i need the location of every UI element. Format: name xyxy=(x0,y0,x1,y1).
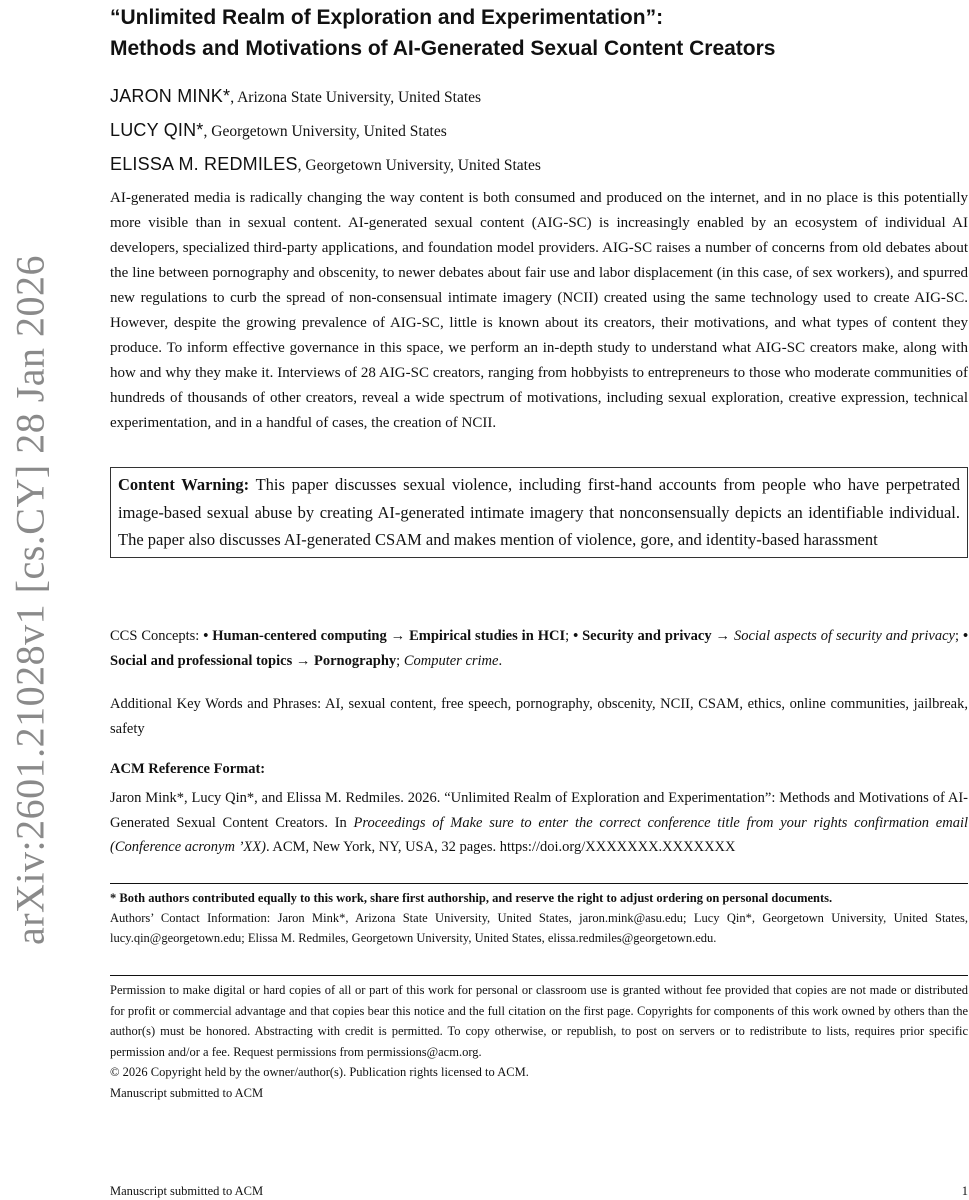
content-warning-text: This paper discusses sexual violence, including first-hand accounts from people who have perpetrated image-based sexual abuse by creating AI-generated intimate imagery that nonconsensually depicts an identifiable individual. The paper also discusses AI-generated CSAM and makes mention of violence, gore, and identity-based harassment xyxy=(118,475,960,549)
footnote-divider xyxy=(110,883,968,884)
author-affiliation: , Arizona State University, United States xyxy=(230,89,482,106)
reference-format xyxy=(110,786,968,860)
equal-contribution-note: * Both authors contributed equally to this work, share first authorship, and reserve the right to adjust ordering on personal documents. xyxy=(110,891,833,905)
ccs-category: • Human-centered computing xyxy=(203,628,387,644)
copyright-notice: © 2026 Copyright held by the owner/author(s). Publication rights licensed to ACM. xyxy=(110,1065,529,1079)
ccs-leaf: Pornography xyxy=(313,653,397,669)
ccs-label: CCS Concepts: xyxy=(110,628,204,644)
permission-divider xyxy=(110,975,968,976)
title-line-1: “Unlimited Realm of Exploration and Experimentation”: xyxy=(110,6,664,29)
arrow: → xyxy=(386,628,410,644)
author-affiliation: , Georgetown University, United States xyxy=(203,123,447,140)
ccs-category: • Social and professional topics xyxy=(110,628,969,669)
arrow: → xyxy=(711,628,734,644)
ccs-concepts xyxy=(110,624,968,674)
reference-text: . ACM, New York, NY, USA, 32 pages. https://doi.org/XXXXXXX.XXXXXXX xyxy=(265,839,736,855)
arxiv-identifier: arXiv:2601.21028v1 [cs.CY] 28 Jan 2026 xyxy=(7,254,53,946)
separator: ; xyxy=(396,653,404,669)
author-3 xyxy=(110,148,541,182)
arrow: → xyxy=(292,653,314,669)
separator: ; xyxy=(565,628,574,644)
arxiv-stamp xyxy=(0,250,60,950)
footer-left: Manuscript submitted to ACM xyxy=(110,1184,264,1198)
footnote xyxy=(110,888,968,948)
title-line-2: Methods and Motivations of AI-Generated Sexual Content Creators xyxy=(110,37,776,60)
separator: . xyxy=(498,653,503,669)
author-1 xyxy=(110,80,541,114)
ccs-leaf: Empirical studies in HCI xyxy=(409,628,566,644)
ccs-category: • Security and privacy xyxy=(573,628,712,644)
ccs-leaf: Computer crime xyxy=(403,653,499,669)
reference-text: Jaron Mink*, Lucy Qin*, and Elissa M. Redmiles. 2026. “Unlimited Realm of Exploration and Experimentation”: Methods and Motivations of AI-Generated Sexual Content Creators. In xyxy=(110,790,968,831)
author-contact-info: Authors’ Contact Information: Jaron Mink*, Arizona State University, United States, jaron.mink@asu.edu; Lucy Qin*, Georgetown University, United States, lucy.qin@georgetown.edu; Elissa M. Redmiles, Georgetown University, United States, elissa.redmiles@georgetown.edu. xyxy=(110,911,968,945)
content-warning-box xyxy=(110,467,968,558)
page-number: 1 xyxy=(961,1184,968,1198)
permission-text: Permission to make digital or hard copies of all or part of this work for personal or classroom use is granted without fee provided that copies are not made or distributed for profit or commercial advantage and that copies bear this notice and the full citation on the first page. Copyrights for components of this work owned by others than the author(s) must be honored. Abstracting with credit is permitted. To copy otherwise, or republish, to post on servers or to redistribute to lists, requires prior specific permission and/or a fee. Request permissions from permissions@acm.org. xyxy=(110,983,968,1059)
author-name: JARON MINK* xyxy=(110,86,231,106)
reference-venue: Proceedings of Make sure to enter the correct conference title from your rights confirmation email (Conference acronym ’XX) xyxy=(110,814,968,855)
reference-format-heading: ACM Reference Format: xyxy=(110,761,266,777)
paper-title xyxy=(110,2,775,64)
author-list xyxy=(110,80,541,182)
permission-block xyxy=(110,980,968,1103)
keywords-text: AI, sexual content, free speech, pornography, obscenity, NCII, CSAM, ethics, online communities, jailbreak, safety xyxy=(110,696,968,737)
separator: ; xyxy=(954,628,963,644)
author-2 xyxy=(110,114,541,148)
abstract: AI-generated media is radically changing the way content is both consumed and produced on the internet, and in no place is this potentially more visible than in sexual content. AI-generated sexual content (AIG-SC) is increasingly enabled by an ecosystem of individual AI developers, specialized third-party applications, and foundation model providers. AIG-SC raises a number of concerns from old debates about the line between pornography and obscenity, to newer debates about fair use and labor displacement (in this case, of sex workers), and spurred new regulations to curb the spread of non-consensual intimate imagery (NCII) created using the same technology used to create AIG-SC. However, despite the growing prevalence of AIG-SC, little is known about its creators, their motivations, and what types of content they produce. To inform effective governance in this space, we perform an in-depth study to understand what AIG-SC creators make, along with how and why they make it. Interviews of 28 AIG-SC creators, ranging from hobbyists to entrepreneurs to those who moderate communities of hundreds of thousands of other creators, reveal a wide spectrum of motivations, including sexual exploration, creative expression, technical experimentation, and in a handful of cases, the creation of NCII. xyxy=(110,190,968,431)
manuscript-note: Manuscript submitted to ACM xyxy=(110,1085,264,1100)
keywords xyxy=(110,692,968,742)
author-name: ELISSA M. REDMILES xyxy=(110,154,298,174)
author-name: LUCY QIN* xyxy=(110,120,204,140)
author-affiliation: , Georgetown University, United States xyxy=(297,157,541,174)
ccs-leaf: Social aspects of security and privacy xyxy=(733,628,955,644)
content-warning-label: Content Warning: xyxy=(118,475,250,494)
page-footer xyxy=(110,1184,968,1199)
keywords-label: Additional Key Words and Phrases: xyxy=(110,696,325,712)
